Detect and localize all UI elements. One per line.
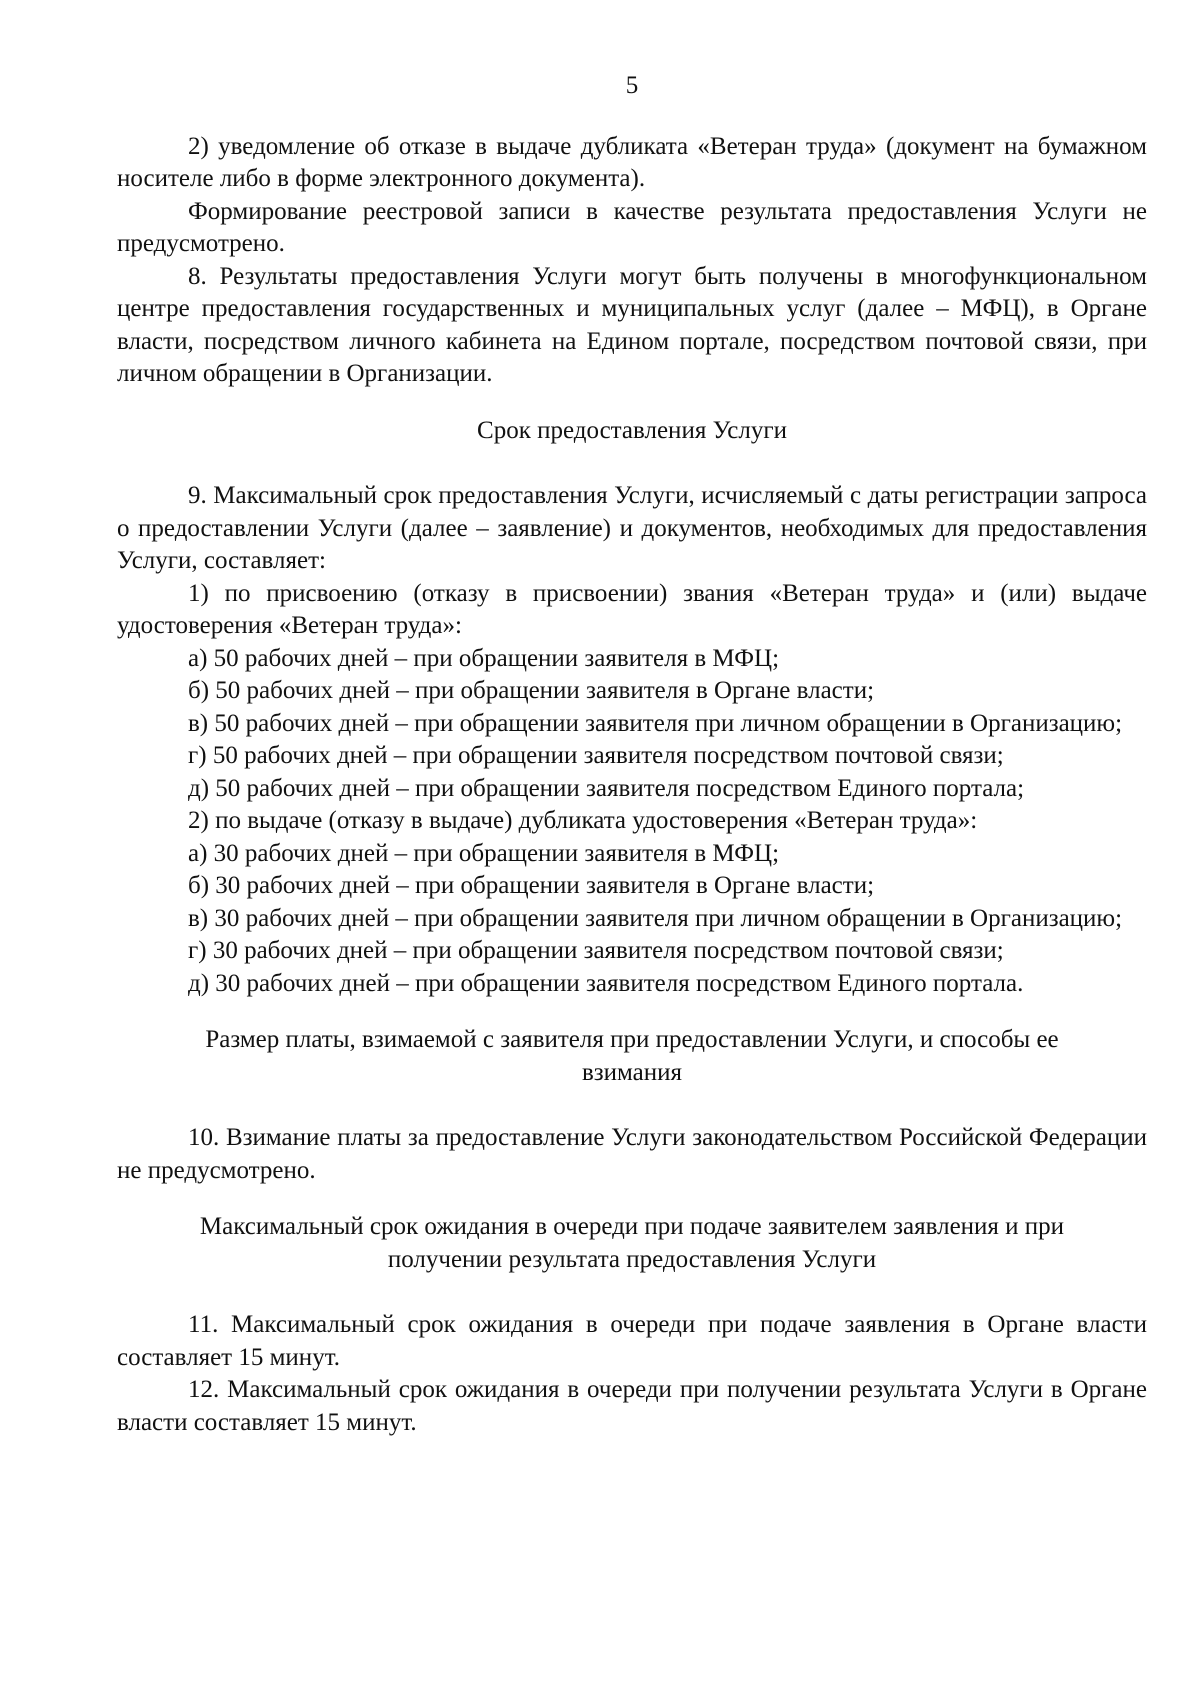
list-item-9-1-d: д) 50 рабочих дней – при обращении заявителя посредством Единого портала;	[188, 774, 1025, 802]
paragraph-item-9-1: 1) по присвоению (отказу в присвоении) звания «Ветеран труда» и (или) выдаче удостоверения «Ветеран труда»:	[117, 579, 1147, 639]
list-item-9-1-v: в) 50 рабочих дней – при обращении заявителя при личном обращении в Организацию;	[188, 709, 1123, 737]
heading-queue-line-2: получении результата предоставления Услуги	[387, 1245, 877, 1273]
list-item-9-2-g: г) 30 рабочих дней – при обращении заявителя посредством почтовой связи;	[188, 937, 1004, 964]
heading-fee	[117, 1024, 1147, 1089]
list-item-9-1-a: а) 50 рабочих дней – при обращении заявителя в МФЦ;	[188, 644, 780, 672]
paragraph-item-12: 12. Максимальный срок ожидания в очереди при получении результата Услуги в Органе власти составляет 15 минут.	[117, 1376, 1147, 1436]
list-item-9-2-v: в) 30 рабочих дней – при обращении заявителя при личном обращении в Организацию;	[188, 904, 1123, 932]
paragraph-registry-record: Формирование реестровой записи в качестве результата предоставления Услуги не предусмотрено.	[117, 197, 1147, 257]
document-page	[117, 70, 1147, 1439]
list-item-9-2-b: б) 30 рабочих дней – при обращении заявителя в Органе власти;	[188, 872, 875, 899]
heading-fee-line-2: взимания	[581, 1058, 683, 1086]
heading-fee-line-1: Размер платы, взимаемой с заявителя при предоставлении Услуги, и способы ее	[205, 1026, 1059, 1053]
paragraph-refusal-notice: 2) уведомление об отказе в выдаче дубликата «Ветеран труда» (документ на бумажном носителе либо в форме электронного документа).	[117, 132, 1147, 192]
list-item-9-2-d: д) 30 рабочих дней – при обращении заявителя посредством Единого портала.	[188, 969, 1024, 997]
list-item-9-2-a: а) 30 рабочих дней – при обращении заявителя в МФЦ;	[188, 839, 780, 867]
heading-queue-line-1: Максимальный срок ожидания в очереди при подаче заявителем заявления и при	[199, 1213, 1065, 1240]
paragraph-item-10: 10. Взимание платы за предоставление Услуги законодательством Российской Федерации не предусмотрено.	[117, 1124, 1147, 1184]
paragraph-item-8: 8. Результаты предоставления Услуги могут быть получены в многофункциональном центре предоставления государственных и муниципальных услуг (далее – МФЦ), в Органе власти, посредством личного кабинета на Едином портале, посредством почтовой связи, при личном обращении в Организации.	[117, 262, 1147, 387]
paragraph-item-11: 11. Максимальный срок ожидания в очереди при подаче заявления в Органе власти составляет 15 минут.	[117, 1311, 1147, 1371]
heading-queue-time	[117, 1211, 1147, 1276]
paragraph-item-9: 9. Максимальный срок предоставления Услуги, исчисляемый с даты регистрации запроса о предоставлении Услуги (далее – заявление) и документов, необходимых для предоставления Услуги, составляет:	[117, 482, 1147, 574]
list-item-9-1-b: б) 50 рабочих дней – при обращении заявителя в Органе власти;	[188, 677, 875, 704]
page-number: 5	[625, 72, 639, 99]
list-item-9-1-g: г) 50 рабочих дней – при обращении заявителя посредством почтовой связи;	[188, 742, 1004, 769]
heading-service-term: Срок предоставления Услуги	[477, 416, 787, 444]
paragraph-item-9-2: 2) по выдаче (отказу в выдаче) дубликата удостоверения «Ветеран труда»:	[188, 807, 978, 834]
